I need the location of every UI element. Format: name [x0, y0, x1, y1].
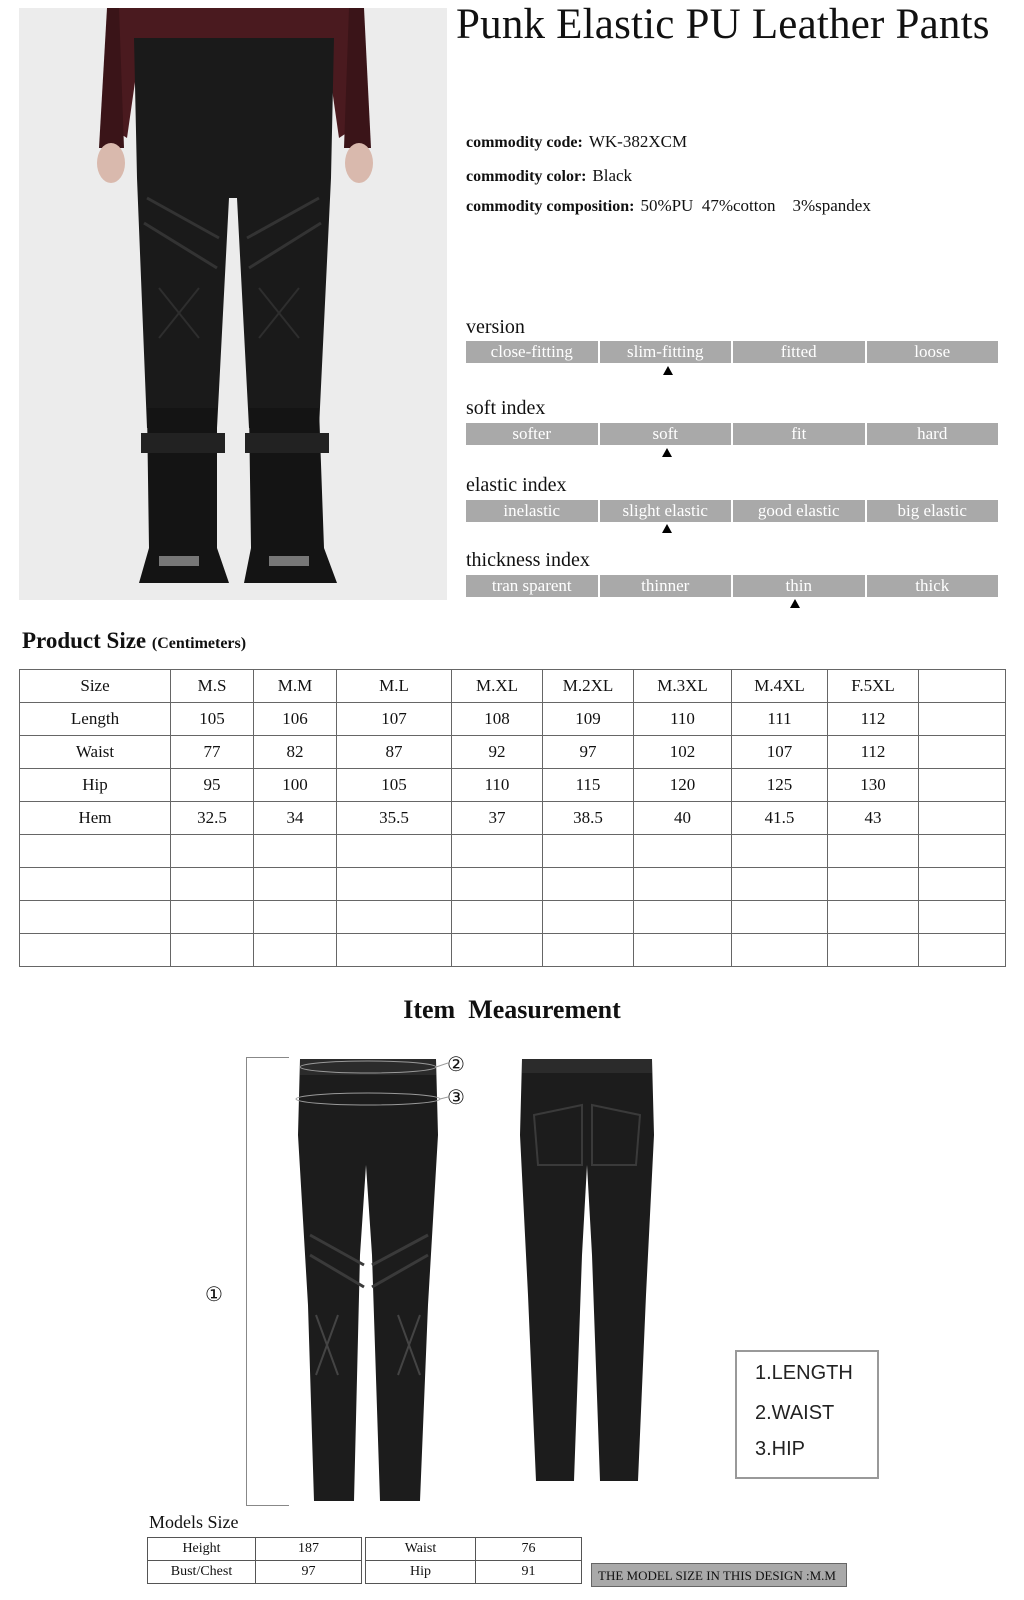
- table-cell: M.M: [254, 670, 337, 703]
- table-cell: M.2XL: [543, 670, 634, 703]
- back-pants-image: [512, 1055, 662, 1485]
- table-cell: [919, 670, 1006, 703]
- table-cell: 111: [732, 703, 828, 736]
- version-option: close-fitting: [466, 341, 598, 363]
- table-cell: 112: [828, 736, 919, 769]
- soft-index-option: softer: [466, 423, 598, 445]
- elastic-index-selected-marker: [662, 524, 672, 533]
- table-cell: [828, 901, 919, 934]
- table-cell: [337, 934, 452, 967]
- table-cell: [828, 868, 919, 901]
- table-cell: 107: [732, 736, 828, 769]
- table-cell: [732, 868, 828, 901]
- product-photo: [19, 8, 447, 600]
- table-cell: [254, 835, 337, 868]
- table-header-row: [20, 670, 1006, 703]
- models-size-title: Models Size: [149, 1512, 239, 1532]
- commodity-color-label: commodity color:: [466, 168, 587, 185]
- table-cell: 37: [452, 802, 543, 835]
- table-cell: 92: [452, 736, 543, 769]
- table-cell: [337, 868, 452, 901]
- table-cell: Hip: [366, 1561, 476, 1584]
- commodity-color-value: Black: [592, 166, 633, 185]
- table-cell: [452, 901, 543, 934]
- table-cell: [919, 802, 1006, 835]
- product-title: Punk Elastic PU Leather Pants: [456, 1, 990, 48]
- elastic-index-scale: [466, 500, 998, 522]
- table-cell: [919, 769, 1006, 802]
- table-row: [20, 736, 1006, 769]
- table-cell: Height: [148, 1538, 256, 1561]
- elastic-index-option: inelastic: [466, 500, 598, 522]
- table-cell: [919, 868, 1006, 901]
- legend-length: 1.LENGTH: [755, 1362, 853, 1384]
- table-cell: 76: [476, 1538, 582, 1561]
- table-cell: 105: [337, 769, 452, 802]
- hip-marker: ③: [447, 1085, 465, 1109]
- elastic-index-option: slight elastic: [600, 500, 732, 522]
- table-cell: [919, 703, 1006, 736]
- elastic-index-option: good elastic: [733, 500, 865, 522]
- table-cell: M.XL: [452, 670, 543, 703]
- table-cell: Bust/Chest: [148, 1561, 256, 1584]
- table-cell: 35.5: [337, 802, 452, 835]
- product-size-heading: Product Size: [22, 628, 147, 653]
- table-row: [20, 769, 1006, 802]
- version-selected-marker: [663, 366, 673, 375]
- commodity-code: [466, 132, 687, 152]
- commodity-code-value: WK-382XCM: [588, 132, 688, 151]
- table-cell: 125: [732, 769, 828, 802]
- thickness-index-option: tran sparent: [466, 575, 598, 597]
- table-cell: [828, 835, 919, 868]
- table-cell: [634, 868, 732, 901]
- table-cell: 109: [543, 703, 634, 736]
- table-cell: 110: [452, 769, 543, 802]
- table-cell: [543, 835, 634, 868]
- table-cell: [20, 934, 171, 967]
- table-cell: 120: [634, 769, 732, 802]
- table-cell: [732, 835, 828, 868]
- table-row: [20, 934, 1006, 967]
- table-cell: [828, 934, 919, 967]
- thickness-index-label: thickness index: [466, 549, 590, 571]
- table-cell: M.4XL: [732, 670, 828, 703]
- table-row: [20, 901, 1006, 934]
- table-cell: M.S: [171, 670, 254, 703]
- item-measurement-title: Item Measurement: [403, 995, 621, 1024]
- table-cell: M.L: [337, 670, 452, 703]
- table-row: [20, 868, 1006, 901]
- product-size-unit: (Centimeters): [151, 635, 247, 652]
- version-scale: [466, 341, 998, 363]
- length-marker: ①: [205, 1282, 223, 1306]
- thickness-index-scale: [466, 575, 998, 597]
- table-cell: 107: [337, 703, 452, 736]
- commodity-code-label: commodity code:: [466, 134, 583, 151]
- soft-index-selected-marker: [662, 448, 672, 457]
- table-cell: 32.5: [171, 802, 254, 835]
- table-row: [148, 1538, 582, 1561]
- table-cell: [732, 901, 828, 934]
- table-cell: 82: [254, 736, 337, 769]
- version-option: slim-fitting: [600, 341, 732, 363]
- elastic-index-option: big elastic: [867, 500, 999, 522]
- table-cell: [634, 934, 732, 967]
- table-cell: [254, 868, 337, 901]
- table-row: [148, 1561, 582, 1584]
- table-cell: 106: [254, 703, 337, 736]
- commodity-composition-value: 50%PU 47%cotton 3%spandex: [640, 196, 871, 215]
- table-cell: 97: [256, 1561, 362, 1584]
- table-cell: 77: [171, 736, 254, 769]
- model-size-note: THE MODEL SIZE IN THIS DESIGN :M.M: [591, 1563, 847, 1587]
- table-cell: [20, 868, 171, 901]
- thickness-index-option: thick: [867, 575, 999, 597]
- thickness-index-selected-marker: [790, 599, 800, 608]
- waist-marker: ②: [447, 1052, 465, 1076]
- soft-index-scale: [466, 423, 998, 445]
- table-cell: [634, 901, 732, 934]
- table-cell: [452, 934, 543, 967]
- table-cell: Waist: [366, 1538, 476, 1561]
- table-cell: [20, 835, 171, 868]
- table-cell: 95: [171, 769, 254, 802]
- table-cell: 108: [452, 703, 543, 736]
- table-cell: [634, 835, 732, 868]
- elastic-index-label: elastic index: [466, 474, 567, 496]
- front-pants-image: [288, 1055, 448, 1505]
- table-cell: [919, 934, 1006, 967]
- table-row: [20, 835, 1006, 868]
- version-option: fitted: [733, 341, 865, 363]
- legend-hip: 3.HIP: [755, 1438, 806, 1460]
- table-cell: 102: [634, 736, 732, 769]
- table-cell: [732, 934, 828, 967]
- table-cell: Hem: [20, 802, 171, 835]
- commodity-composition: [466, 196, 871, 216]
- thickness-index-option: thinner: [600, 575, 732, 597]
- table-cell: M.3XL: [634, 670, 732, 703]
- table-cell: [20, 901, 171, 934]
- models-size-table: [147, 1537, 582, 1584]
- product-size-table: [19, 669, 1006, 967]
- soft-index-option: fit: [733, 423, 865, 445]
- table-cell: [254, 934, 337, 967]
- table-cell: [171, 835, 254, 868]
- table-cell: Size: [20, 670, 171, 703]
- table-cell: 97: [543, 736, 634, 769]
- table-cell: [543, 868, 634, 901]
- table-cell: 130: [828, 769, 919, 802]
- table-cell: 187: [256, 1538, 362, 1561]
- table-cell: 34: [254, 802, 337, 835]
- table-cell: [919, 835, 1006, 868]
- table-cell: [171, 901, 254, 934]
- table-cell: [337, 835, 452, 868]
- version-label: version: [466, 316, 525, 338]
- table-cell: [452, 835, 543, 868]
- soft-index-option: soft: [600, 423, 732, 445]
- product-size-title: [22, 628, 246, 654]
- table-cell: 110: [634, 703, 732, 736]
- table-cell: [171, 868, 254, 901]
- table-cell: 100: [254, 769, 337, 802]
- table-cell: F.5XL: [828, 670, 919, 703]
- table-cell: [919, 901, 1006, 934]
- table-row: [20, 703, 1006, 736]
- table-cell: 43: [828, 802, 919, 835]
- table-cell: [919, 736, 1006, 769]
- table-cell: 105: [171, 703, 254, 736]
- table-cell: 41.5: [732, 802, 828, 835]
- table-cell: [254, 901, 337, 934]
- table-cell: 112: [828, 703, 919, 736]
- table-cell: 40: [634, 802, 732, 835]
- table-cell: [171, 934, 254, 967]
- table-cell: Waist: [20, 736, 171, 769]
- table-cell: Length: [20, 703, 171, 736]
- table-cell: [337, 901, 452, 934]
- legend-waist: 2.WAIST: [755, 1402, 835, 1424]
- soft-index-label: soft index: [466, 397, 546, 419]
- table-cell: [543, 901, 634, 934]
- commodity-color: [466, 166, 632, 186]
- thickness-index-option: thin: [733, 575, 865, 597]
- commodity-composition-label: commodity composition:: [466, 198, 635, 215]
- version-option: loose: [867, 341, 999, 363]
- table-cell: 91: [476, 1561, 582, 1584]
- soft-index-option: hard: [867, 423, 999, 445]
- table-cell: 115: [543, 769, 634, 802]
- table-row: [20, 802, 1006, 835]
- table-cell: [452, 868, 543, 901]
- table-cell: 87: [337, 736, 452, 769]
- measurement-legend: [735, 1350, 879, 1479]
- table-cell: [543, 934, 634, 967]
- table-cell: Hip: [20, 769, 171, 802]
- length-bracket: [246, 1057, 289, 1506]
- table-cell: 38.5: [543, 802, 634, 835]
